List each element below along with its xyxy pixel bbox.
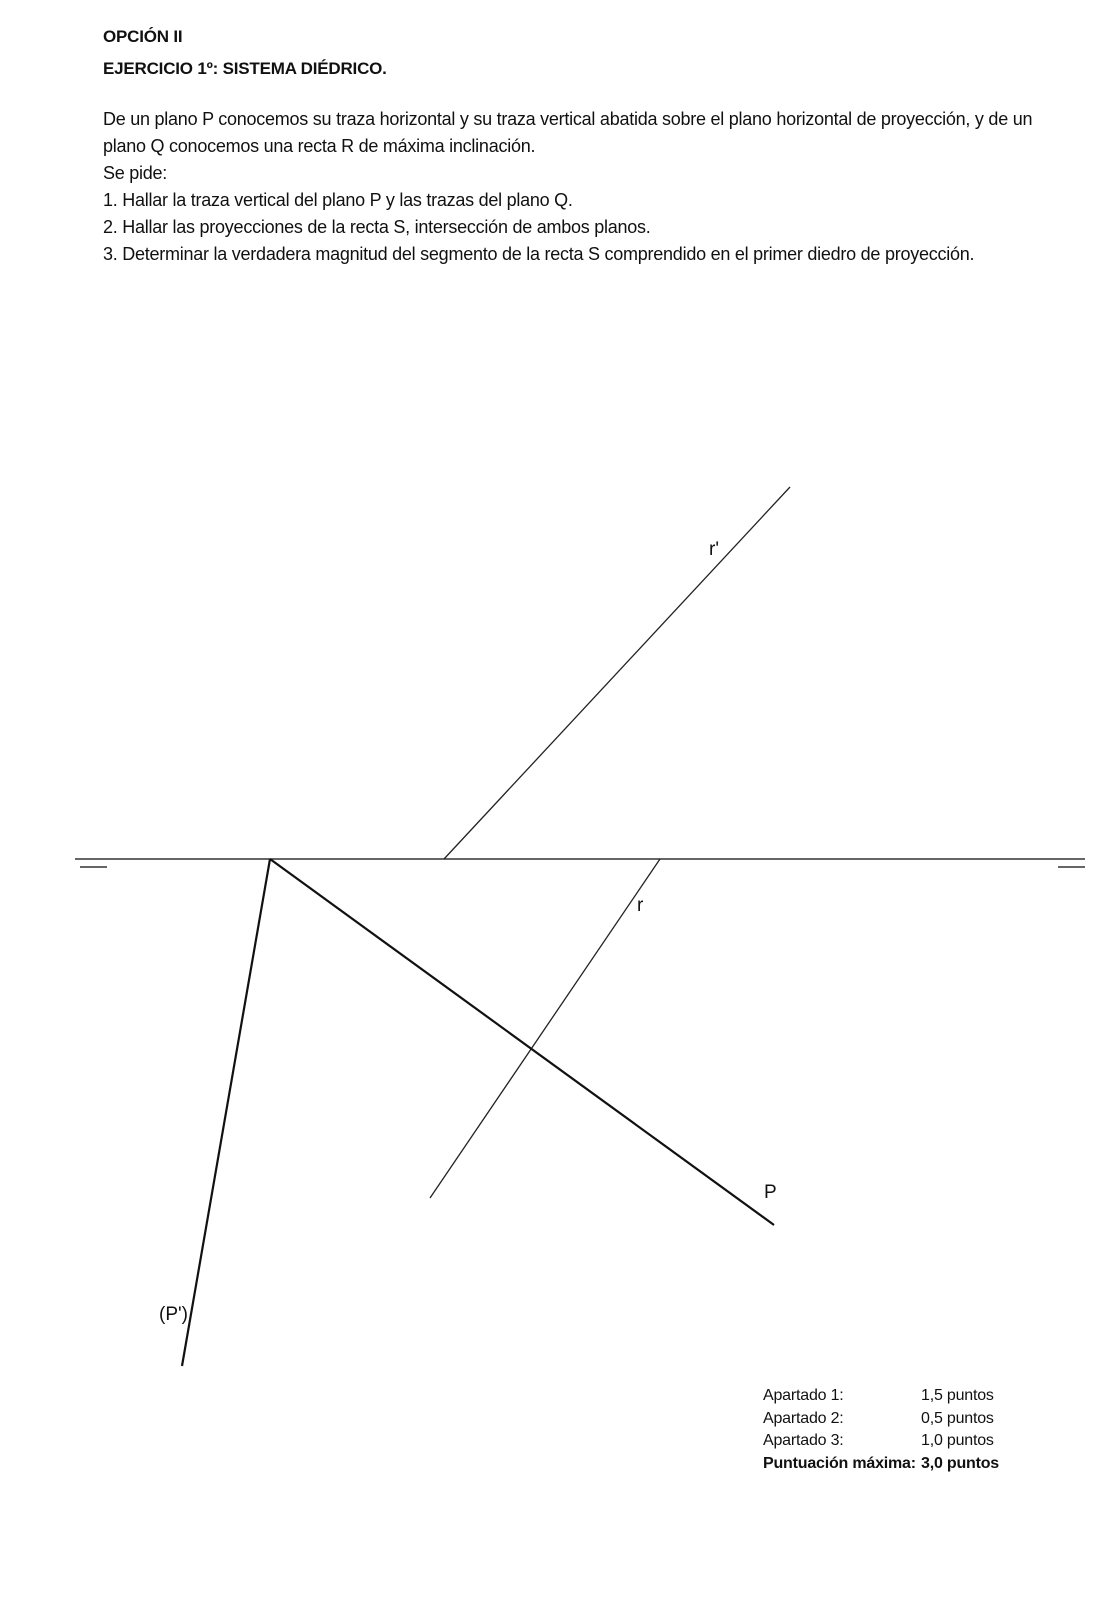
score-label: Apartado 2: bbox=[763, 1409, 844, 1427]
line-r-prime bbox=[444, 487, 790, 859]
score-row bbox=[763, 1408, 1023, 1431]
score-row bbox=[763, 1430, 1023, 1453]
line-r bbox=[430, 859, 660, 1198]
score-value: 1,5 puntos bbox=[921, 1387, 994, 1404]
option-title: OPCIÓN II bbox=[103, 27, 183, 46]
score-table bbox=[763, 1385, 1023, 1475]
label-p-prime-abatida: (P') bbox=[159, 1304, 188, 1325]
score-total-value: 3,0 puntos bbox=[921, 1454, 1000, 1472]
statement-ask: Se pide: bbox=[103, 163, 168, 183]
score-label: Apartado 1: bbox=[763, 1387, 844, 1404]
statement-intro: De un plano P conocemos su traza horizontal y su traza vertical abatida sobre el plano horizontal de proyección, y de un plano Q conocemos una recta R de máxima inclinación. bbox=[103, 109, 1033, 156]
trace-p-prime-abatida bbox=[182, 859, 270, 1366]
label-p: P bbox=[764, 1182, 777, 1203]
score-label: Apartado 3: bbox=[763, 1432, 844, 1449]
score-value: 0,5 puntos bbox=[921, 1409, 994, 1427]
score-total-row bbox=[763, 1453, 1023, 1476]
label-r: r bbox=[637, 895, 644, 916]
label-r-prime: r' bbox=[709, 539, 719, 560]
task-3: 3. Determinar la verdadera magnitud del segmento de la recta S comprendido en el primer diedro de proyección. bbox=[103, 244, 975, 264]
task-1: 1. Hallar la traza vertical del plano P y las trazas del plano Q. bbox=[103, 190, 573, 210]
score-value: 1,0 puntos bbox=[921, 1432, 994, 1449]
task-2: 2. Hallar las proyecciones de la recta S, intersección de ambos planos. bbox=[103, 217, 651, 237]
trace-p bbox=[270, 859, 774, 1225]
exercise-title: EJERCICIO 1º: SISTEMA DIÉDRICO. bbox=[103, 59, 387, 78]
score-total-label: Puntuación máxima: bbox=[763, 1454, 916, 1472]
score-row bbox=[763, 1385, 1023, 1408]
